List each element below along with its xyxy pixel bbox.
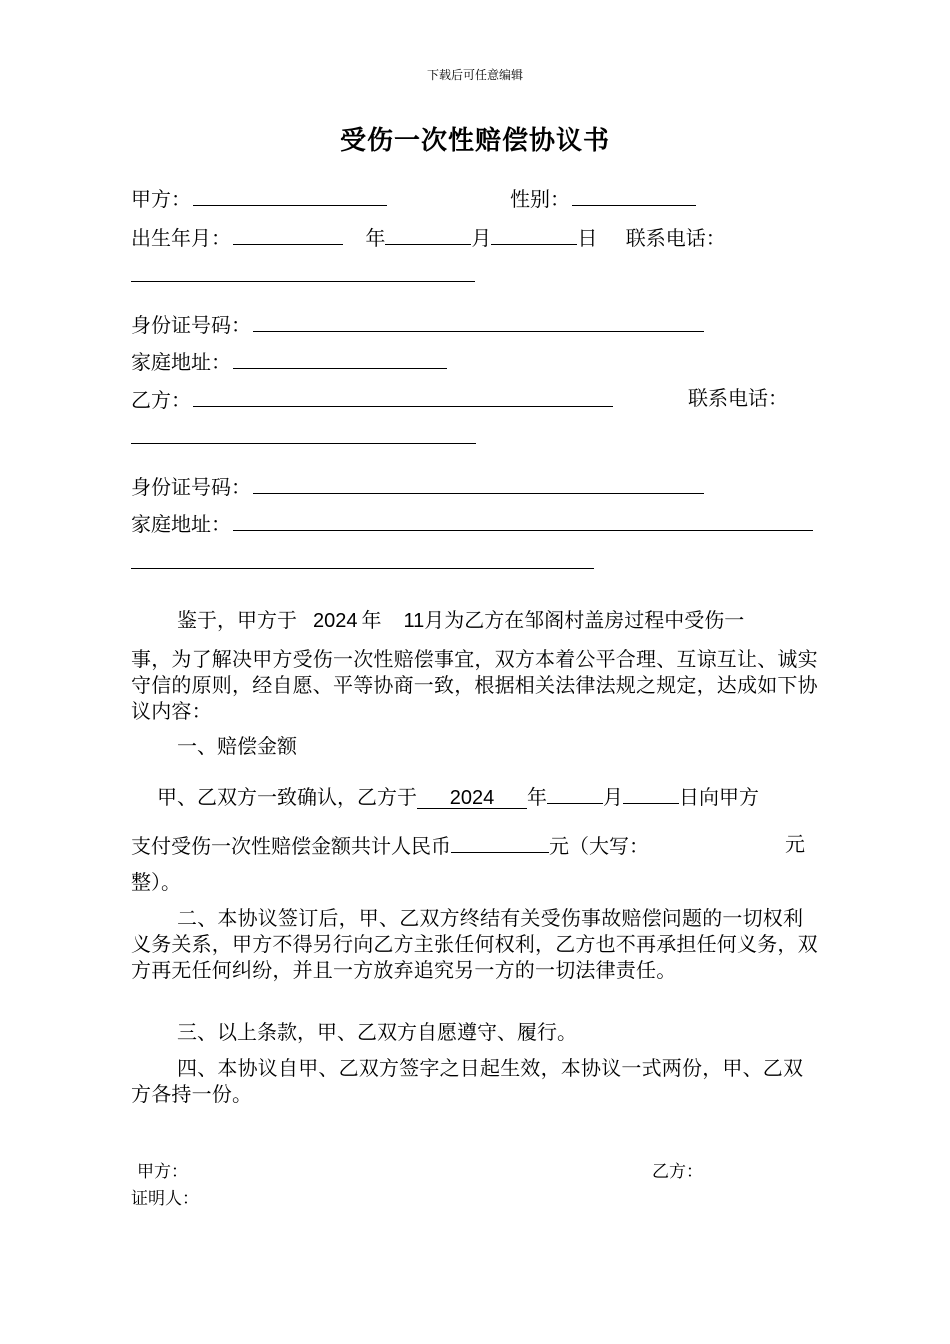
party-b-id-label: 身份证号码： <box>131 475 251 499</box>
party-b-phone-label: 联系电话： <box>688 386 788 410</box>
party-b-name-row <box>131 386 613 412</box>
intro-year: 2024 <box>313 610 358 632</box>
s1-text-f: 元（大写： <box>549 834 649 858</box>
section1-line1 <box>157 783 759 809</box>
party-b-id-blank[interactable] <box>253 473 704 494</box>
section3-paragraph: 三、以上条款，甲、乙双方自愿遵守、履行。 <box>177 1020 577 1044</box>
party-a-id-label: 身份证号码： <box>131 313 251 337</box>
year-blank[interactable] <box>385 224 471 245</box>
party-b-address-blank-2[interactable] <box>131 568 594 569</box>
party-a-name-blank[interactable] <box>193 185 387 206</box>
section2-paragraph: 二、本协议签订后，甲、乙双方终结有关受伤事故赔偿问题的一切权利义务关系，甲方不得另行向乙方主张任何权利，乙方也不再承担任何义务，双方再无任何纠纷，并且一方放弃追究另一方的一切法律责任。 <box>131 906 818 982</box>
sign-witness: 证明人： <box>131 1189 199 1209</box>
s1-year-blank[interactable] <box>417 786 527 809</box>
party-a-phone-label: 联系电话： <box>625 226 726 250</box>
party-b-label: 乙方： <box>131 388 191 412</box>
party-b-name-blank[interactable] <box>193 386 613 407</box>
party-a-id-blank[interactable] <box>253 311 704 332</box>
party-b-phone-blank[interactable] <box>131 443 476 444</box>
intro-text-1: 鉴于，甲方于 <box>177 608 297 632</box>
s1-text-g: 元 <box>785 832 805 856</box>
birth-blank[interactable] <box>233 224 343 245</box>
header-note: 下载后可任意编辑 <box>426 68 523 82</box>
s1-amount-blank[interactable] <box>451 832 549 853</box>
birth-label: 出生年月： <box>131 226 231 250</box>
s1-text-a: 甲、乙双方一致确认，乙方于 <box>157 785 417 809</box>
month-label: 月 <box>471 226 492 250</box>
s1-month-blank[interactable] <box>547 783 603 804</box>
party-a-birth-row <box>131 224 726 250</box>
intro-month: 11 <box>403 610 425 632</box>
month-blank[interactable] <box>491 224 577 245</box>
intro-text-2: 年 <box>361 608 382 632</box>
party-b-address-row <box>131 510 813 536</box>
party-a-address-label: 家庭地址： <box>131 350 231 374</box>
section1-line2 <box>131 832 649 858</box>
s1-year: 2024 <box>449 787 495 809</box>
year-label: 年 <box>365 226 386 250</box>
party-a-gender-row <box>510 185 696 211</box>
party-a-phone-blank[interactable] <box>131 281 475 282</box>
party-a-address-blank[interactable] <box>233 348 447 369</box>
s1-text-e: 支付受伤一次性赔偿金额共计人民币 <box>131 834 451 858</box>
s1-text-h: 整）。 <box>131 870 181 894</box>
intro-first-line <box>177 608 744 633</box>
intro-text-3: 月为乙方在邹阁村盖房过程中受伤一 <box>424 608 745 632</box>
party-a-gender-blank[interactable] <box>572 185 696 206</box>
party-a-name-row <box>131 185 387 211</box>
party-a-id-row <box>131 311 704 337</box>
party-b-address-label: 家庭地址： <box>131 512 231 536</box>
document-title: 受伤一次性赔偿协议书 <box>339 126 610 156</box>
party-b-id-row <box>131 473 704 499</box>
s1-text-d: 日向甲方 <box>679 785 759 809</box>
party-a-gender-label: 性别： <box>510 187 570 211</box>
s1-text-c: 月 <box>603 785 623 809</box>
section4-paragraph: 四、本协议自甲、乙双方签字之日起生效，本协议一式两份，甲、乙双方各持一份。 <box>131 1056 804 1106</box>
party-a-label: 甲方： <box>131 187 191 211</box>
section1-title: 一、赔偿金额 <box>177 734 297 758</box>
sign-party-a: 甲方： <box>137 1162 188 1182</box>
sign-party-b: 乙方： <box>652 1162 703 1182</box>
s1-day-blank[interactable] <box>623 783 679 804</box>
intro-paragraph: 事，为了解决甲方受伤一次性赔偿事宜，双方本着公平合理、互谅互让、诚实守信的原则，经自愿、平等协商一致，根据相关法律法规之规定，达成如下协议内容： <box>131 647 818 723</box>
party-b-address-blank[interactable] <box>233 510 813 531</box>
day-label: 日 <box>577 226 598 250</box>
party-a-address-row <box>131 348 447 374</box>
s1-text-b: 年 <box>527 785 547 809</box>
